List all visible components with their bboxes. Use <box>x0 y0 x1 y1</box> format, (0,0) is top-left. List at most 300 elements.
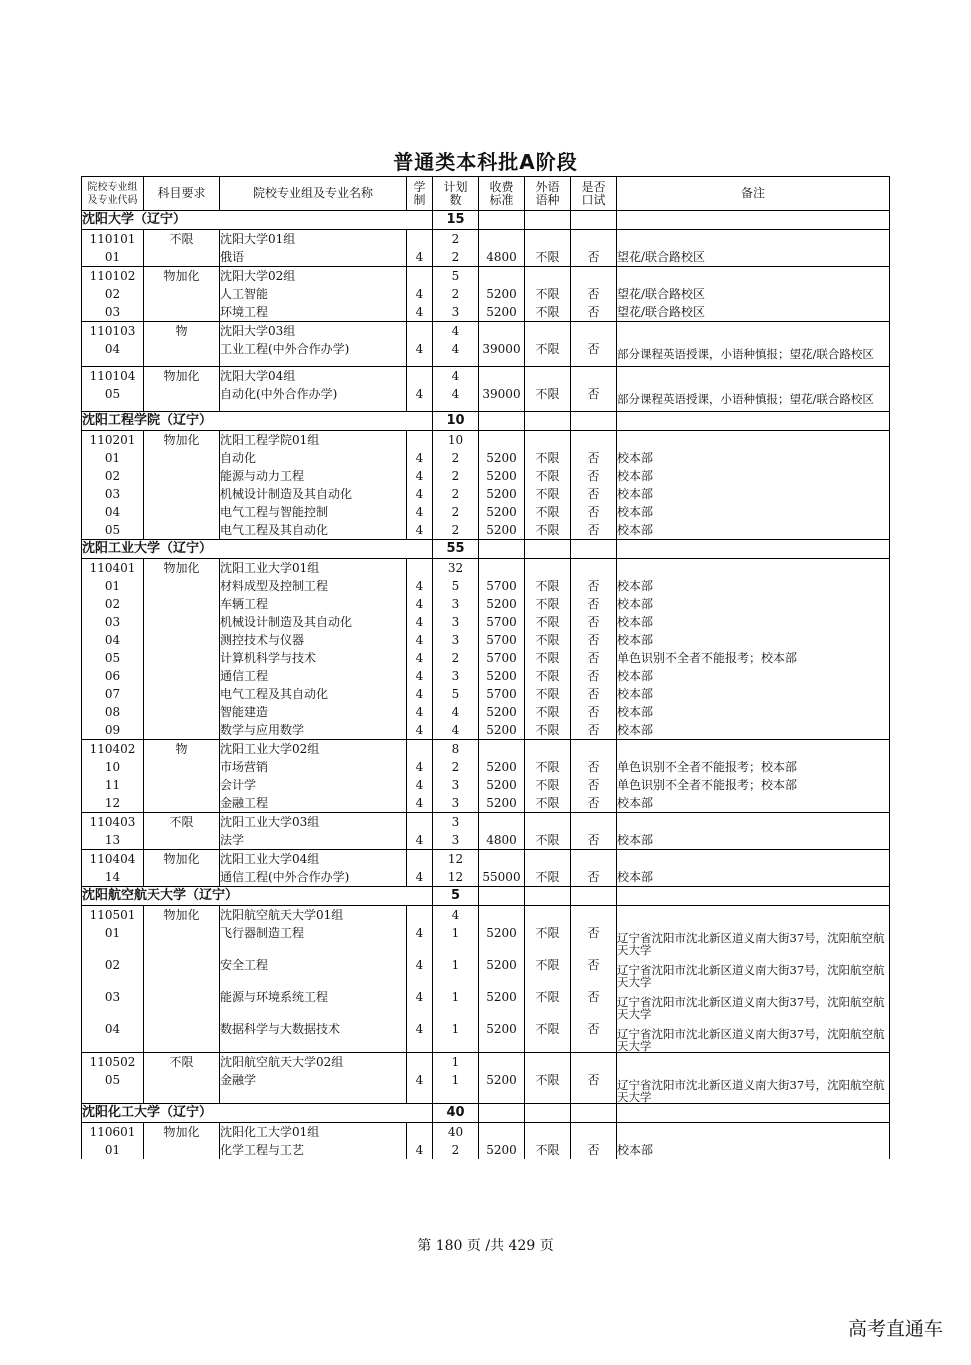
major-years: 4 <box>407 631 433 649</box>
empty-cell <box>144 1071 220 1104</box>
major-years: 4 <box>407 248 433 267</box>
major-name: 电气工程及其自动化 <box>220 685 407 703</box>
major-fee: 5200 <box>479 1020 525 1053</box>
empty-cell <box>144 248 220 267</box>
major-code: 01 <box>82 924 144 956</box>
major-years: 4 <box>407 667 433 685</box>
empty-cell <box>144 631 220 649</box>
major-fee: 39000 <box>479 385 525 412</box>
empty-cell <box>144 776 220 794</box>
major-fee: 5200 <box>479 1141 525 1159</box>
group-name: 沈阳工业大学03组 <box>220 813 407 832</box>
empty-cell <box>617 367 890 386</box>
major-language: 不限 <box>525 1020 571 1053</box>
major-row <box>82 988 890 1020</box>
group-row <box>82 322 890 341</box>
major-years: 4 <box>407 285 433 303</box>
empty-cell <box>144 613 220 631</box>
empty-cell <box>144 988 220 1020</box>
major-fee: 5200 <box>479 956 525 988</box>
group-row <box>82 850 890 869</box>
group-name: 沈阳大学02组 <box>220 267 407 286</box>
major-remark: 校本部 <box>617 794 890 813</box>
major-code: 05 <box>82 1071 144 1104</box>
major-code: 03 <box>82 988 144 1020</box>
major-code: 11 <box>82 776 144 794</box>
university-plan: 55 <box>433 540 479 559</box>
university-plan: 40 <box>433 1104 479 1123</box>
empty-cell <box>144 831 220 850</box>
empty-cell <box>479 211 525 230</box>
major-language: 不限 <box>525 467 571 485</box>
major-row <box>82 956 890 988</box>
major-years: 4 <box>407 1141 433 1159</box>
major-years: 4 <box>407 485 433 503</box>
empty-cell <box>617 850 890 869</box>
subject-requirement: 不限 <box>144 813 220 832</box>
major-oral: 否 <box>571 631 617 649</box>
major-code: 03 <box>82 485 144 503</box>
empty-cell <box>479 230 525 249</box>
major-years: 4 <box>407 595 433 613</box>
major-language: 不限 <box>525 595 571 613</box>
group-name: 沈阳大学03组 <box>220 322 407 341</box>
major-name: 数学与应用数学 <box>220 721 407 740</box>
subject-requirement: 物加化 <box>144 267 220 286</box>
major-language: 不限 <box>525 613 571 631</box>
group-row <box>82 230 890 249</box>
group-plan: 12 <box>433 850 479 869</box>
major-years: 4 <box>407 988 433 1020</box>
major-remark: 部分课程英语授课，小语种慎报；望花/联合路校区 <box>617 340 890 367</box>
major-oral: 否 <box>571 667 617 685</box>
empty-cell <box>407 740 433 759</box>
major-fee: 5200 <box>479 758 525 776</box>
major-row <box>82 467 890 485</box>
major-plan: 1 <box>433 1020 479 1053</box>
major-years: 4 <box>407 776 433 794</box>
major-oral: 否 <box>571 988 617 1020</box>
major-oral: 否 <box>571 303 617 322</box>
major-fee: 5200 <box>479 485 525 503</box>
group-code: 110502 <box>82 1053 144 1072</box>
major-fee: 5700 <box>479 577 525 595</box>
empty-cell <box>479 559 525 578</box>
major-remark: 校本部 <box>617 595 890 613</box>
major-plan: 2 <box>433 485 479 503</box>
group-plan: 5 <box>433 267 479 286</box>
major-row <box>82 613 890 631</box>
major-plan: 3 <box>433 667 479 685</box>
page-title: 普通类本科批A阶段 <box>393 150 578 174</box>
header-subject: 科目要求 <box>144 177 220 211</box>
major-remark: 校本部 <box>617 613 890 631</box>
group-row <box>82 1053 890 1072</box>
major-language: 不限 <box>525 631 571 649</box>
major-fee: 5200 <box>479 285 525 303</box>
empty-cell <box>571 267 617 286</box>
major-name: 电气工程与智能控制 <box>220 503 407 521</box>
major-name: 车辆工程 <box>220 595 407 613</box>
major-row <box>82 758 890 776</box>
empty-cell <box>525 230 571 249</box>
major-code: 13 <box>82 831 144 850</box>
major-row <box>82 776 890 794</box>
empty-cell <box>407 813 433 832</box>
major-fee: 5200 <box>479 303 525 322</box>
empty-cell <box>407 367 433 386</box>
empty-cell <box>571 1123 617 1142</box>
major-language: 不限 <box>525 1141 571 1159</box>
major-plan: 5 <box>433 685 479 703</box>
group-plan: 10 <box>433 431 479 450</box>
major-code: 01 <box>82 449 144 467</box>
major-oral: 否 <box>571 449 617 467</box>
group-plan: 4 <box>433 322 479 341</box>
major-language: 不限 <box>525 721 571 740</box>
empty-cell <box>525 1104 571 1123</box>
major-name: 计算机科学与技术 <box>220 649 407 667</box>
major-name: 工业工程(中外合作办学) <box>220 340 407 367</box>
major-code: 04 <box>82 503 144 521</box>
major-oral: 否 <box>571 794 617 813</box>
major-oral: 否 <box>571 1071 617 1104</box>
major-plan: 4 <box>433 703 479 721</box>
major-language: 不限 <box>525 924 571 956</box>
major-oral: 否 <box>571 721 617 740</box>
major-remark: 校本部 <box>617 703 890 721</box>
empty-cell <box>617 431 890 450</box>
major-code: 01 <box>82 577 144 595</box>
major-years: 4 <box>407 758 433 776</box>
major-row <box>82 924 890 956</box>
major-years: 4 <box>407 721 433 740</box>
major-language: 不限 <box>525 667 571 685</box>
empty-cell <box>479 322 525 341</box>
subject-requirement: 物 <box>144 740 220 759</box>
major-code: 02 <box>82 595 144 613</box>
table-header-row <box>82 177 890 211</box>
header-plan: 计划 数 <box>433 177 479 211</box>
empty-cell <box>617 540 890 559</box>
major-language: 不限 <box>525 303 571 322</box>
group-plan: 8 <box>433 740 479 759</box>
major-years: 4 <box>407 340 433 367</box>
major-years: 4 <box>407 385 433 412</box>
major-fee: 5700 <box>479 649 525 667</box>
major-remark: 望花/联合路校区 <box>617 285 890 303</box>
empty-cell <box>571 412 617 431</box>
empty-cell <box>525 740 571 759</box>
major-language: 不限 <box>525 485 571 503</box>
major-remark: 校本部 <box>617 577 890 595</box>
major-remark: 辽宁省沈阳市沈北新区道义南大街37号，沈阳航空航天大学 <box>617 1071 890 1104</box>
major-language: 不限 <box>525 577 571 595</box>
major-code: 04 <box>82 340 144 367</box>
empty-cell <box>144 577 220 595</box>
empty-cell <box>479 412 525 431</box>
major-fee: 5700 <box>479 685 525 703</box>
header-oral: 是否 口试 <box>571 177 617 211</box>
major-remark: 望花/联合路校区 <box>617 248 890 267</box>
major-row <box>82 385 890 412</box>
major-name: 环境工程 <box>220 303 407 322</box>
major-years: 4 <box>407 503 433 521</box>
major-years: 4 <box>407 303 433 322</box>
major-years: 4 <box>407 521 433 540</box>
empty-cell <box>144 385 220 412</box>
major-name: 化学工程与工艺 <box>220 1141 407 1159</box>
major-plan: 3 <box>433 776 479 794</box>
major-oral: 否 <box>571 503 617 521</box>
major-years: 4 <box>407 649 433 667</box>
empty-cell <box>525 540 571 559</box>
major-name: 数据科学与大数据技术 <box>220 1020 407 1053</box>
major-plan: 2 <box>433 649 479 667</box>
major-row <box>82 649 890 667</box>
major-name: 飞行器制造工程 <box>220 924 407 956</box>
major-remark: 校本部 <box>617 831 890 850</box>
major-remark: 辽宁省沈阳市沈北新区道义南大街37号，沈阳航空航天大学 <box>617 956 890 988</box>
subject-requirement: 物加化 <box>144 559 220 578</box>
group-name: 沈阳工业大学01组 <box>220 559 407 578</box>
major-oral: 否 <box>571 613 617 631</box>
group-code: 110104 <box>82 367 144 386</box>
major-fee: 5200 <box>479 776 525 794</box>
subject-requirement: 不限 <box>144 1053 220 1072</box>
university-row <box>82 211 890 230</box>
empty-cell <box>571 322 617 341</box>
university-name: 沈阳工业大学（辽宁） <box>82 540 433 559</box>
empty-cell <box>571 1053 617 1072</box>
major-language: 不限 <box>525 285 571 303</box>
subject-requirement: 物 <box>144 322 220 341</box>
major-language: 不限 <box>525 685 571 703</box>
major-oral: 否 <box>571 868 617 887</box>
group-row <box>82 559 890 578</box>
major-fee: 39000 <box>479 340 525 367</box>
major-row <box>82 1141 890 1159</box>
major-row <box>82 449 890 467</box>
empty-cell <box>571 740 617 759</box>
major-language: 不限 <box>525 703 571 721</box>
empty-cell <box>571 230 617 249</box>
major-fee: 5200 <box>479 503 525 521</box>
group-name: 沈阳工业大学02组 <box>220 740 407 759</box>
major-plan: 3 <box>433 595 479 613</box>
major-remark: 校本部 <box>617 449 890 467</box>
major-plan: 4 <box>433 385 479 412</box>
university-row <box>82 887 890 906</box>
empty-cell <box>144 758 220 776</box>
major-name: 机械设计制造及其自动化 <box>220 613 407 631</box>
header-remark: 备注 <box>617 177 890 211</box>
major-code: 02 <box>82 285 144 303</box>
page-footer: 第 180 页 /共 429 页 <box>417 1238 554 1254</box>
group-plan: 4 <box>433 906 479 925</box>
major-plan: 3 <box>433 613 479 631</box>
major-remark: 辽宁省沈阳市沈北新区道义南大街37号，沈阳航空航天大学 <box>617 988 890 1020</box>
major-oral: 否 <box>571 248 617 267</box>
group-name: 沈阳化工大学01组 <box>220 1123 407 1142</box>
major-oral: 否 <box>571 285 617 303</box>
major-plan: 2 <box>433 449 479 467</box>
major-plan: 1 <box>433 988 479 1020</box>
major-fee: 5200 <box>479 449 525 467</box>
major-row <box>82 1020 890 1053</box>
major-oral: 否 <box>571 924 617 956</box>
major-plan: 1 <box>433 956 479 988</box>
empty-cell <box>479 813 525 832</box>
major-name: 俄语 <box>220 248 407 267</box>
subject-requirement: 物加化 <box>144 850 220 869</box>
group-code: 110402 <box>82 740 144 759</box>
major-row <box>82 831 890 850</box>
major-code: 02 <box>82 467 144 485</box>
empty-cell <box>525 367 571 386</box>
empty-cell <box>571 540 617 559</box>
empty-cell <box>525 559 571 578</box>
major-years: 4 <box>407 467 433 485</box>
empty-cell <box>571 813 617 832</box>
major-language: 不限 <box>525 1071 571 1104</box>
major-name: 法学 <box>220 831 407 850</box>
group-plan: 40 <box>433 1123 479 1142</box>
empty-cell <box>571 559 617 578</box>
major-years: 4 <box>407 613 433 631</box>
major-name: 能源与动力工程 <box>220 467 407 485</box>
empty-cell <box>144 1141 220 1159</box>
major-language: 不限 <box>525 758 571 776</box>
empty-cell <box>479 367 525 386</box>
major-code: 01 <box>82 1141 144 1159</box>
header-code: 院校专业组 及专业代码 <box>82 177 144 211</box>
empty-cell <box>144 303 220 322</box>
empty-cell <box>407 230 433 249</box>
major-name: 金融工程 <box>220 794 407 813</box>
empty-cell <box>525 322 571 341</box>
header-fee: 收费 标准 <box>479 177 525 211</box>
empty-cell <box>479 850 525 869</box>
major-name: 会计学 <box>220 776 407 794</box>
major-language: 不限 <box>525 649 571 667</box>
major-row <box>82 595 890 613</box>
major-row <box>82 703 890 721</box>
subject-requirement: 物加化 <box>144 431 220 450</box>
major-fee: 5200 <box>479 667 525 685</box>
major-years: 4 <box>407 831 433 850</box>
empty-cell <box>617 559 890 578</box>
major-language: 不限 <box>525 503 571 521</box>
major-code: 01 <box>82 248 144 267</box>
group-code: 110103 <box>82 322 144 341</box>
major-row <box>82 794 890 813</box>
empty-cell <box>144 467 220 485</box>
major-years: 4 <box>407 685 433 703</box>
major-language: 不限 <box>525 794 571 813</box>
group-row <box>82 740 890 759</box>
major-oral: 否 <box>571 956 617 988</box>
group-name: 沈阳大学04组 <box>220 367 407 386</box>
major-plan: 5 <box>433 577 479 595</box>
major-code: 04 <box>82 631 144 649</box>
university-plan: 5 <box>433 887 479 906</box>
empty-cell <box>525 906 571 925</box>
major-oral: 否 <box>571 831 617 850</box>
empty-cell <box>144 868 220 887</box>
university-row <box>82 1104 890 1123</box>
empty-cell <box>525 813 571 832</box>
empty-cell <box>617 887 890 906</box>
major-name: 市场营销 <box>220 758 407 776</box>
major-remark: 辽宁省沈阳市沈北新区道义南大街37号，沈阳航空航天大学 <box>617 924 890 956</box>
empty-cell <box>407 559 433 578</box>
empty-cell <box>144 485 220 503</box>
group-code: 110201 <box>82 431 144 450</box>
empty-cell <box>525 431 571 450</box>
major-years: 4 <box>407 868 433 887</box>
major-name: 材料成型及控制工程 <box>220 577 407 595</box>
major-row <box>82 1071 890 1104</box>
empty-cell <box>144 649 220 667</box>
major-name: 电气工程及其自动化 <box>220 521 407 540</box>
group-code: 110601 <box>82 1123 144 1142</box>
major-oral: 否 <box>571 758 617 776</box>
major-code: 10 <box>82 758 144 776</box>
empty-cell <box>144 924 220 956</box>
group-row <box>82 906 890 925</box>
group-row <box>82 431 890 450</box>
empty-cell <box>479 906 525 925</box>
group-code: 110102 <box>82 267 144 286</box>
major-language: 不限 <box>525 956 571 988</box>
major-code: 05 <box>82 385 144 412</box>
major-language: 不限 <box>525 831 571 850</box>
empty-cell <box>479 431 525 450</box>
major-code: 05 <box>82 649 144 667</box>
major-oral: 否 <box>571 776 617 794</box>
group-name: 沈阳工业大学04组 <box>220 850 407 869</box>
major-name: 能源与环境系统工程 <box>220 988 407 1020</box>
major-oral: 否 <box>571 467 617 485</box>
major-row <box>82 721 890 740</box>
empty-cell <box>407 850 433 869</box>
major-language: 不限 <box>525 988 571 1020</box>
empty-cell <box>479 540 525 559</box>
major-name: 机械设计制造及其自动化 <box>220 485 407 503</box>
group-plan: 3 <box>433 813 479 832</box>
major-row <box>82 285 890 303</box>
major-plan: 2 <box>433 285 479 303</box>
admission-plan-table <box>81 176 890 1159</box>
major-years: 4 <box>407 1071 433 1104</box>
major-row <box>82 340 890 367</box>
group-row <box>82 1123 890 1142</box>
university-plan: 15 <box>433 211 479 230</box>
empty-cell <box>525 267 571 286</box>
major-row <box>82 303 890 322</box>
major-oral: 否 <box>571 1141 617 1159</box>
major-language: 不限 <box>525 776 571 794</box>
major-name: 安全工程 <box>220 956 407 988</box>
empty-cell <box>617 267 890 286</box>
header-years: 学 制 <box>407 177 433 211</box>
group-plan: 1 <box>433 1053 479 1072</box>
major-remark: 校本部 <box>617 631 890 649</box>
major-years: 4 <box>407 924 433 956</box>
major-plan: 2 <box>433 758 479 776</box>
group-name: 沈阳航空航天大学01组 <box>220 906 407 925</box>
